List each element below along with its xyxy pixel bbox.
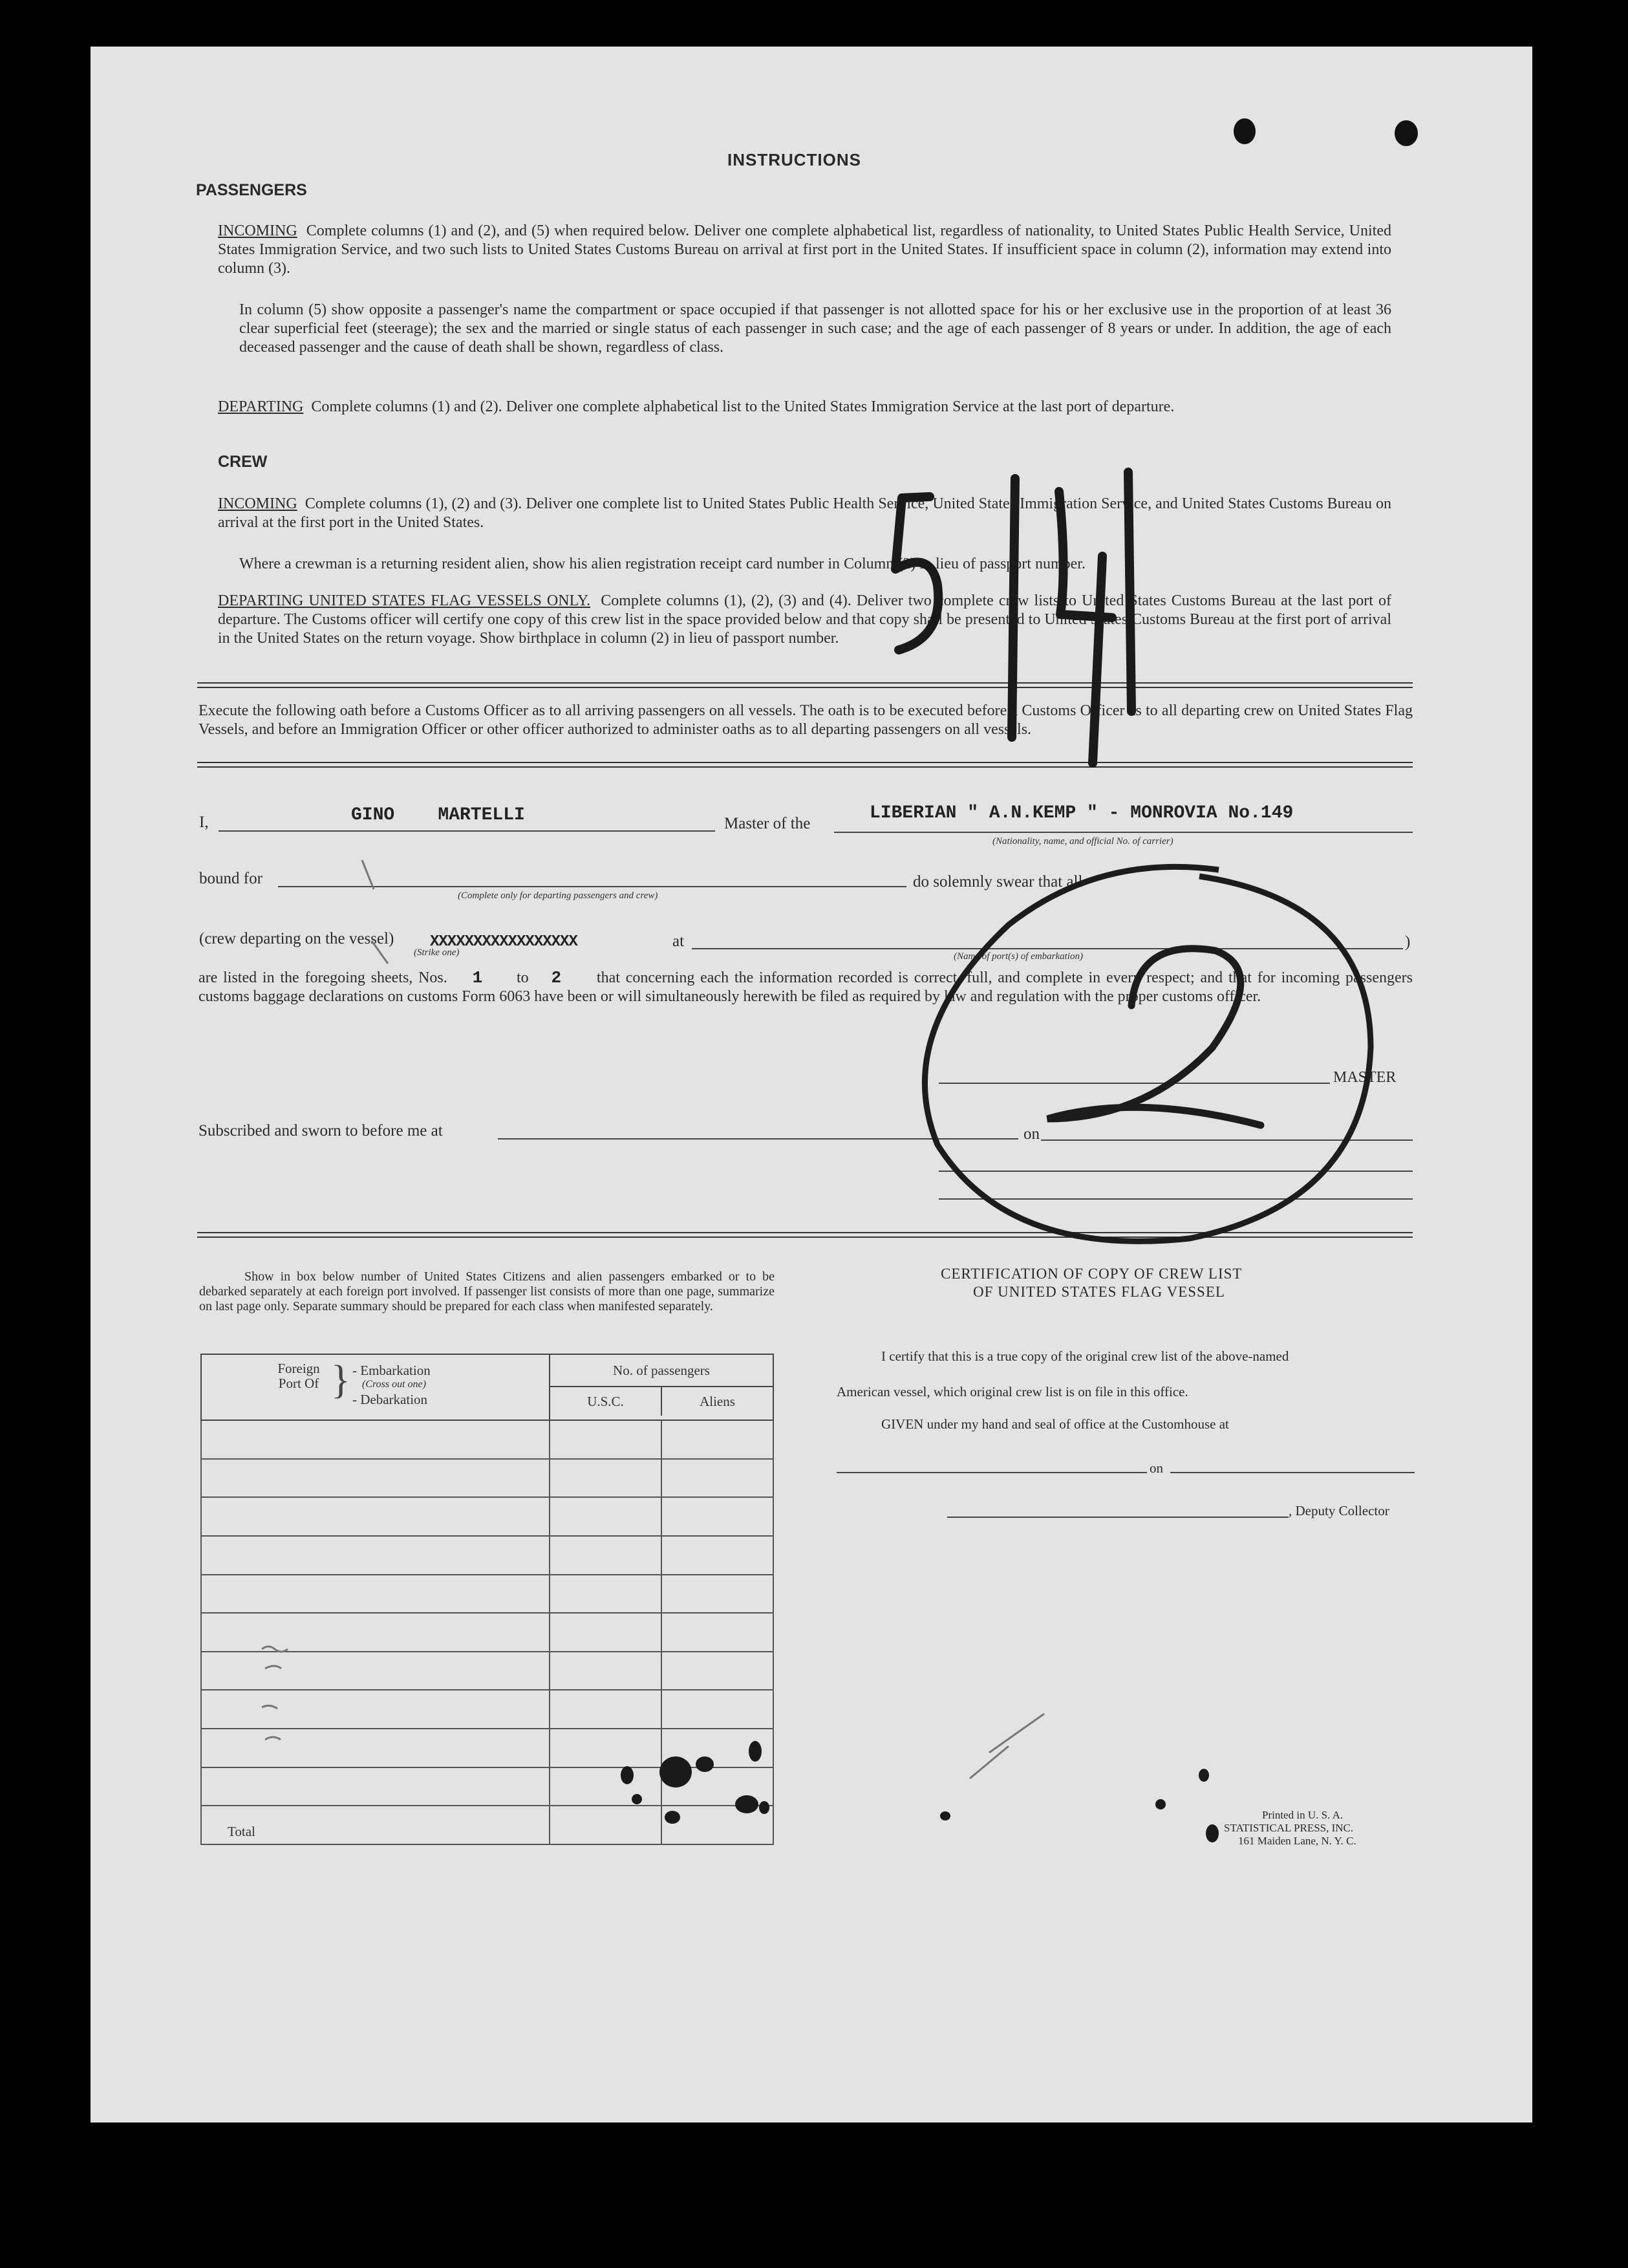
master-of-label: Master of the	[724, 815, 811, 832]
departing-label: DEPARTING	[218, 398, 304, 415]
swear-label: do solemnly swear that all	[913, 873, 1083, 891]
certification-line-1: I certify that this is a true copy of the original crew list of the above-named	[881, 1348, 1289, 1364]
bound-caption: (Complete only for departing passengers and crew)	[458, 891, 658, 901]
passengers-heading: PASSENGERS	[196, 181, 307, 199]
subscribed-label: Subscribed and sworn to before me at	[198, 1122, 443, 1139]
aliens-header: Aliens	[700, 1394, 735, 1409]
listed-text-b: that concerning each the information recorded is correct, full, and complete in every respect; and that for incoming passengers customs baggage declarations on customs Form 6063 have been or will simultaneously herewith be filed as required by law and regulation with the proper customs officer.	[198, 969, 1413, 1005]
resident-alien-paragraph: Where a crewman is a returning resident alien, show his alien registration receipt card number in Column (2) in lieu of passport number.	[239, 556, 1086, 572]
summary-note: Show in box below number of United States Citizens and alien passengers embarked or to be debarked separately at each foreign port involved. If passenger list consists of more than one page, summarize on last page only. Separate summary should be prepared for each class when manifested separately.	[199, 1269, 775, 1313]
crew-departing-label: (crew departing on the vessel)	[199, 930, 394, 947]
crew-incoming-text: Complete columns (1), (2) and (3). Deliver one complete list to United States Public Health Service, United States Immigration Service, and United States Customs Bureau on arrival at the first port in the United States.	[218, 495, 1392, 531]
cross-out-caption: (Cross out one)	[362, 1379, 426, 1390]
printer-line-1: Printed in U. S. A.	[1262, 1809, 1344, 1821]
printer-line-2: STATISTICAL PRESS, INC.	[1224, 1822, 1354, 1834]
crew-departing-label: DEPARTING UNITED STATES FLAG VESSELS ONLY.	[218, 592, 591, 609]
handwritten-circled-2	[1047, 949, 1261, 1125]
listed-text-a: are listed in the foregoing sheets, Nos.	[198, 969, 447, 986]
vessel-value: LIBERIAN " A.N.KEMP " - MONROVIA No.149	[870, 803, 1294, 823]
deputy-collector-label: , Deputy Collector	[1289, 1503, 1389, 1518]
certification-line-2: American vessel, which original crew list is on file in this office.	[837, 1384, 1188, 1399]
handwritten-number-5141	[895, 472, 1131, 763]
at-label: at	[672, 933, 685, 950]
bound-for-label: bound for	[199, 870, 262, 887]
brace: }	[331, 1358, 350, 1402]
strike-caption: (Strike one)	[414, 947, 460, 958]
departing-text: Complete columns (1) and (2). Deliver one complete alphabetical list to the United States Immigration Service at the last port of departure.	[311, 398, 1175, 415]
column5-paragraph: In column (5) show opposite a passenger's name the compartment or space occupied if that passenger is not allotted space for his or her exclusive use in the proportion of at least 36 clear superficial feet (steerage); the sex and the married or single status of each passenger in such case; and the age of each passenger of 8 years or under. In addition, the age of each deceased passenger and the cause of death shall be shown, regardless of class.	[239, 301, 1391, 356]
usc-header: U.S.C.	[550, 1387, 662, 1416]
foreign-port-label: Foreign Port Of	[277, 1361, 320, 1391]
vessel-caption: (Nationality, name, and official No. of carrier)	[992, 836, 1173, 847]
certification-heading-2: OF UNITED STATES FLAG VESSEL	[973, 1284, 1225, 1300]
close-paren: )	[1405, 933, 1411, 951]
crew-incoming-label: INCOMING	[218, 495, 297, 512]
sheet-from: 1	[472, 968, 483, 988]
master-label: MASTER	[1333, 1069, 1397, 1086]
printer-line-3: 161 Maiden Lane, N. Y. C.	[1238, 1835, 1356, 1847]
ink-blots	[621, 1741, 1219, 1842]
page-title: INSTRUCTIONS	[727, 150, 861, 169]
incoming-text: Complete columns (1) and (2), and (5) when required below. Deliver one complete alphabetical list, regardless of nationality, to United States Public Health Service, United States Immigration Service, and two such lists to United States Customs Bureau on arrival at first port in the United States. If insufficient space in column (2), information may extend into column (3).	[218, 222, 1392, 277]
master-name-value: GINO MARTELLI	[351, 805, 525, 825]
handwritten-circle	[925, 867, 1371, 1241]
pencil-scribbles	[262, 860, 1044, 1778]
struck-text: XXXXXXXXXXXXXXXXX	[430, 933, 577, 951]
certification-on-label: on	[1150, 1460, 1163, 1476]
ports-caption: (Name of port(s) of embarkation)	[954, 951, 1083, 962]
crew-departing-text: Complete columns (1), (2), (3) and (4). Deliver two complete crew lists to United States Customs Bureau at the last port of departure. The Customs officer will certify one copy of this crew list in the space provided below and that copy shall be presented to United States Customs Bureau at the first port of arrival in the United States on the return voyage. Show birthplace in column (2) in lieu of passport number.	[218, 592, 1391, 647]
total-label: Total	[228, 1824, 255, 1839]
debarkation-label: - Debarkation	[352, 1392, 428, 1407]
embarkation-label: - Embarkation	[352, 1363, 431, 1378]
on-label: on	[1023, 1125, 1040, 1143]
incoming-label: INCOMING	[218, 222, 297, 239]
no-passengers-label: No. of passengers	[550, 1355, 773, 1387]
to-label: to	[517, 969, 529, 986]
sheet-to: 2	[551, 968, 562, 988]
certification-heading-1: CERTIFICATION OF COPY OF CREW LIST	[941, 1266, 1243, 1282]
given-line: GIVEN under my hand and seal of office at the Customhouse at	[881, 1416, 1229, 1432]
crew-heading: CREW	[218, 453, 268, 471]
i-label: I,	[199, 814, 209, 831]
oath-intro: Execute the following oath before a Customs Officer as to all arriving passengers on all vessels. The oath is to be executed before a Customs Officer as to all departing crew on United States Flag Vessels, and before an Immigration Officer or other officer authorized to administer oaths as to all departing passengers on all vessels.	[198, 702, 1413, 738]
